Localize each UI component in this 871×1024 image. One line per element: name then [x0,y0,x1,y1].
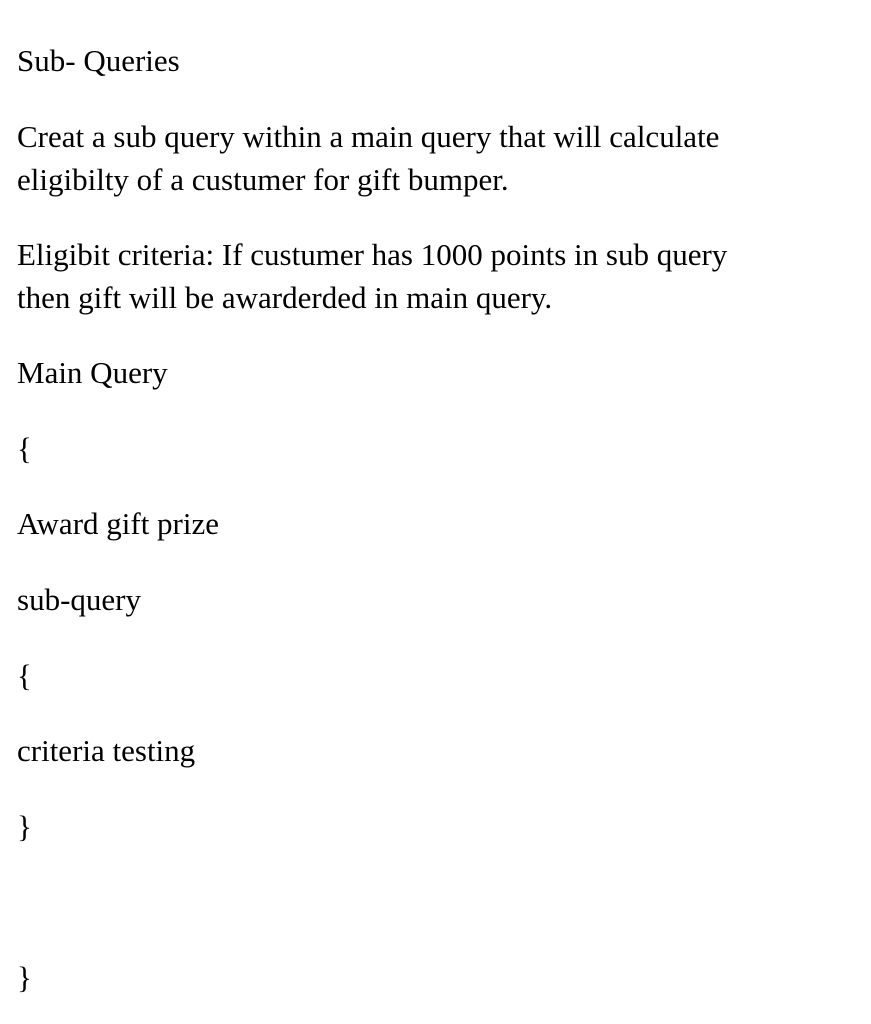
main-query-label: Main Query [17,355,168,390]
paragraph-2-line-1: Eligibit criteria: If custumer has 1000 points in sub query [17,237,728,272]
paragraph-1-line-1: Creat a sub query within a main query that will calculate [17,119,720,154]
open-brace-main: { [17,431,32,466]
sub-query-label: sub-query [17,582,141,617]
close-brace-main: } [17,960,32,995]
paragraph-2-line-2: then gift will be awarderded in main query. [17,280,553,315]
paragraph-1-line-2: eligibilty of a custumer for gift bumper. [17,162,509,197]
award-gift-text: Award gift prize [17,506,220,541]
criteria-testing-text: criteria testing [17,733,196,768]
heading-sub-queries: Sub- Queries [17,43,180,78]
close-brace-sub: } [17,809,32,844]
open-brace-sub: { [17,658,32,693]
